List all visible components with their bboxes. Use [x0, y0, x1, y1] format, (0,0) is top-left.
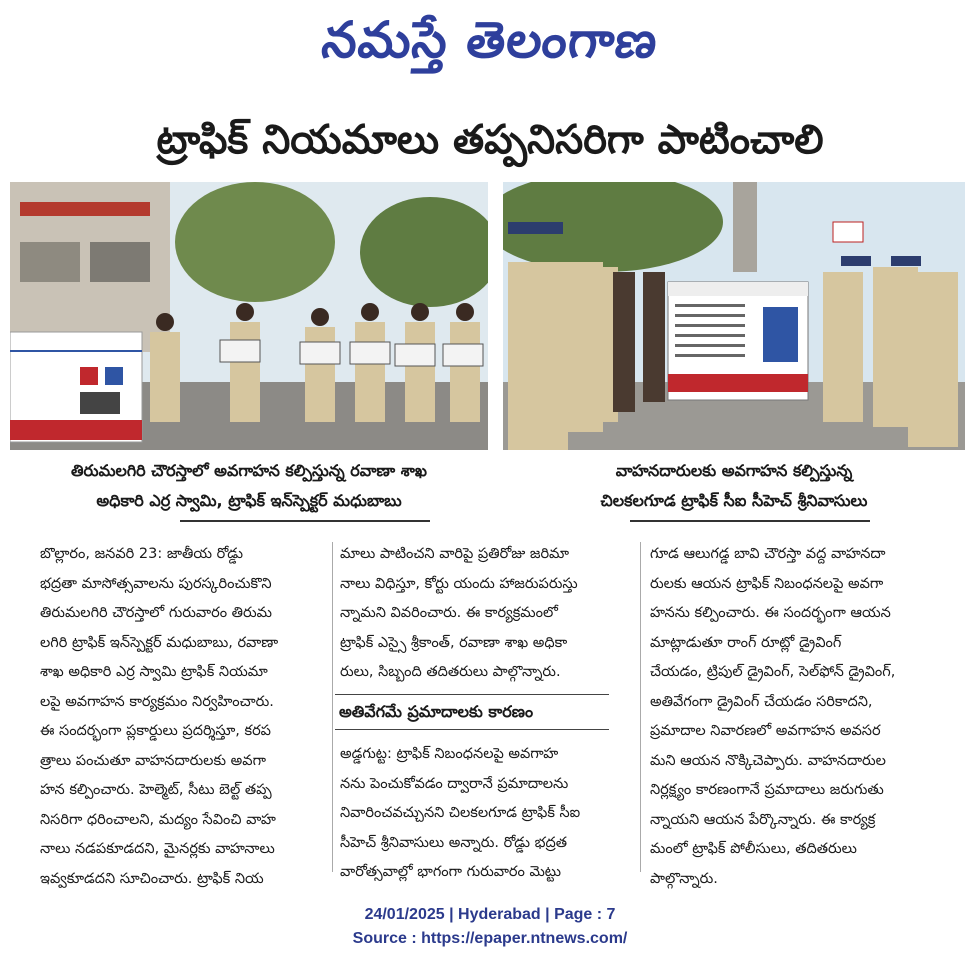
article-line: రులకు ఆయన ట్రాఫిక్ నిబంధనలపై అవగా [650, 575, 884, 592]
article-line: నిర్లక్ష్యం కారణంగానే ప్రమాదాలు జరుగుతు [650, 782, 884, 798]
article-line: రులు, సిబ్బంది తదితరులు పాల్గొన్నారు. [340, 664, 561, 680]
article-line: నివారించవచ్చునని చిలకలగూడ ట్రాఫిక్ సీఐ [340, 805, 581, 821]
article-line: హనను కల్పించారు. ఈ సందర్భంగా ఆయన [650, 605, 891, 621]
photo-chilkalguda [503, 182, 965, 450]
article-line: త్రాలు పంచుతూ వాహనదారులకు అవగా [40, 752, 266, 769]
article-line: వారోత్సవాల్లో భాగంగా గురువారం మెట్టు [340, 864, 562, 880]
article-line: ట్రాఫిక్ ఎస్సై శ్రీకాంత్, రవాణా శాఖ అధికా [340, 634, 568, 651]
caption-divider [630, 520, 870, 522]
article-line: లపై అవగాహన కార్యక్రమం నిర్వహించారు. [40, 693, 274, 710]
caption-line: అధికారి ఎర్ర స్వామి, ట్రాఫిక్ ఇన్‌స్పెక్టర్ మధుబాబు [96, 491, 402, 510]
article-line: సీహెచ్ శ్రీనివాసులు అన్నారు. రోడ్డు భద్రత [340, 834, 568, 851]
masthead-logo: నమస్తే తెలంగాణ [319, 11, 661, 69]
article-line: హన కల్పించారు. హెల్మెట్, సీటు బెల్ట్ తప్ప [40, 782, 272, 798]
photo-tirumalagiri [10, 182, 488, 450]
caption-line: వాహనదారులకు అవగాహన కల్పిస్తున్న [615, 461, 853, 480]
photo-caption-left [10, 456, 488, 516]
article-line: ప్రమాదాల నివారణలో అవగాహన అవసర [650, 723, 881, 739]
article-line: గూడ ఆలుగడ్డ బావి చౌరస్తా వద్ద వాహనదా [650, 546, 886, 562]
article-line: చేయడం, ట్రిపుల్ డ్రైవింగ్, సెల్‌ఫోన్ డ్రైవింగ్, [650, 664, 896, 680]
article-line: నను పెంచుకోవడం ద్వారానే ప్రమాదాలను [340, 775, 569, 792]
column-divider [640, 542, 641, 872]
caption-divider [180, 520, 430, 522]
caption-line: తిరుమలగిరి చౌరస్తాలో అవగాహన కల్పిస్తున్న రవాణా శాఖ [71, 461, 427, 480]
article-line: పాల్గొన్నారు. [650, 870, 718, 887]
article-line: నాలు విధిస్తూ, కోర్టు యందు హాజరుపరుస్తు [340, 575, 578, 592]
article-line: అతివేగంగా డ్రైవింగ్ చేయడం సరికాదని, [650, 693, 873, 710]
headline: ట్రాఫిక్ నియమాలు తప్పనిసరిగా పాటించాలి [156, 117, 824, 163]
photo-caption-right [503, 456, 965, 516]
article-line: మాట్లాడుతూ రాంగ్ రూట్లో డ్రైవింగ్ [650, 634, 842, 651]
article-line: మని ఆయన నొక్కిచెప్పారు. వాహనదారుల [650, 752, 886, 769]
article-line: తిరుమలగిరి చౌరస్తాలో గురువారం తిరుమ [40, 605, 272, 621]
subheading: అతివేగమే ప్రమాదాలకు కారణం [335, 694, 609, 730]
article-line: నాలు నడపకూడదని, మైనర్లకు వాహనాలు [40, 841, 275, 857]
article-column-1 [40, 540, 325, 894]
caption-line: చిలకలగూడ ట్రాఫిక్ సీఐ సీహెచ్ శ్రీనివాసులు [600, 491, 868, 510]
article-line: న్నామని వివరించారు. ఈ కార్యక్రమంలో [340, 605, 558, 621]
article-column-3 [650, 540, 942, 894]
article-line: అడ్డగుట్ట: ట్రాఫిక్ నిబంధనలపై అవగాహ [340, 746, 559, 762]
article-line: ఇవ్వకూడదని సూచించారు. ట్రాఫిక్ నియ [40, 870, 264, 887]
article-line: ఈ సందర్భంగా ప్లకార్డులు ప్రదర్శిస్తూ, కరప [40, 723, 271, 739]
article-line: నిసరిగా ధరించాలని, మద్యం సేవించి వాహ [40, 811, 276, 828]
article-line: శాఖ అధికారి ఎర్ర స్వామి ట్రాఫిక్ నియమా [40, 664, 268, 680]
article-line: లగిరి ట్రాఫిక్ ఇన్‌స్పెక్టర్ మధుబాబు, రవాణా [40, 634, 279, 651]
article-line: బొల్లారం, జనవరి 23: జాతీయ రోడ్డు [40, 546, 244, 562]
article-line: న్నాయని ఆయన పేర్కొన్నారు. ఈ కార్యక్ర [650, 811, 876, 828]
footer-source-link[interactable]: Source : https://epaper.ntnews.com/ [352, 930, 628, 947]
footer-date-page: 24/01/2025 | Hyderabad | Page : 7 [364, 906, 616, 923]
article-line: మాలు పాటించని వారిపై ప్రతిరోజు జరిమా [340, 546, 570, 562]
article-line: మంలో ట్రాఫిక్ పోలీసులు, తదితరులు [650, 841, 857, 857]
article-column-2-continued [340, 740, 618, 888]
column-divider [332, 542, 333, 872]
article-line: భద్రతా మాసోత్సవాలను పురస్కరించుకొని [40, 575, 272, 592]
article-column-2 [340, 540, 618, 688]
